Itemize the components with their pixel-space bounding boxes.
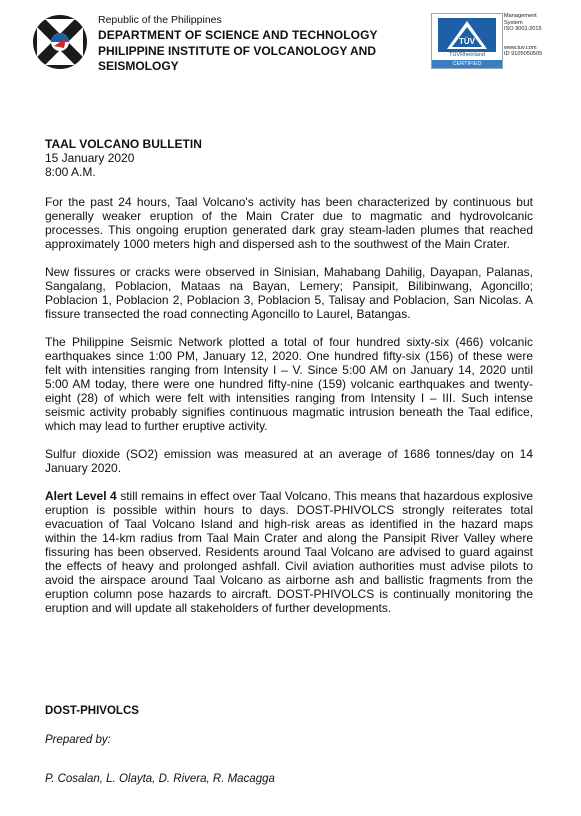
prepared-by-label: Prepared by: bbox=[45, 734, 111, 746]
dost-logo bbox=[31, 13, 89, 71]
paragraph-activity: For the past 24 hours, Taal Volcano's activity has been characterized by continuous but generally weaker eruption of the Main Crater due to magmatic and hydrovolcanic processes. This ongoing eruption generated dark gray steam-laden plumes that reached approximately 1000 meters high and dispersed ash to the southwest of the Main Crater. bbox=[45, 195, 533, 251]
bulletin-title: TAAL VOLCANO BULLETIN bbox=[45, 137, 202, 151]
paragraph-so2: Sulfur dioxide (SO2) emission was measured at an average of 1686 tonnes/day on 14 January 2020. bbox=[45, 447, 533, 475]
cert-iso: ISO 9001:2015 bbox=[504, 26, 542, 33]
alert-level-text: still remains in effect over Taal Volcano. This means that hazardous explosive eruption is possible within hours to days. DOST-PHIVOLCS strongly reiterates total evacuation of Taal Volcano Island and high-risk areas as identified in the hazard maps within the 14-km radius from Taal Main Crater and along the Pansipit River Valley where fissuring has been observed. Residents around Taal Volcano are advised to guard against the effects of heavy and prolonged ashfall. Civil aviation authorities must advise pilots to avoid the airspace around Taal Volcano as airborne ash and ballistic fragments from the eruption column pose hazards to aircraft. DOST-PHIVOLCS is continually monitoring the eruption and will update all stakeholders of further developments. bbox=[45, 489, 533, 615]
preparer-names: P. Cosalan, L. Olayta, D. Rivera, R. Macagga bbox=[45, 773, 275, 785]
paragraph-alert bbox=[45, 489, 533, 615]
paragraph-seismic: The Philippine Seismic Network plotted a total of four hundred sixty-six (466) volcanic earthquakes since 1:00 PM, January 12, 2020. One hundred fifty-six (156) of these were felt with intensities ranging from Intensity I – V. Since 5:00 AM on January 14, 2020 until 5:00 AM today, there were one hundred fifty-nine (159) volcanic earthquakes and twenty-eight (28) of which were felt with intensities ranging from Intensity I – III. Such intense seismic activity probably signifies continuous magmatic intrusion beneath the Taal edifice, which may lead to further eruptive activity. bbox=[45, 335, 533, 433]
badge-name: TÜVRheinland bbox=[449, 52, 485, 58]
institute-name: PHILIPPINE INSTITUTE OF VOLCANOLOGY AND SEISMOLOGY bbox=[98, 44, 377, 73]
republic-label: Republic of the Philippines bbox=[98, 14, 222, 26]
cert-system: System bbox=[504, 19, 523, 26]
department-name: DEPARTMENT OF SCIENCE AND TECHNOLOGY bbox=[98, 28, 378, 42]
alert-level-label: Alert Level 4 bbox=[45, 489, 117, 503]
badge-label: CERTIFIED bbox=[432, 60, 502, 68]
certification-badge bbox=[431, 13, 503, 69]
cert-id: ID 9105050505 bbox=[504, 51, 543, 58]
paragraph-fissures: New fissures or cracks were observed in Sinisian, Mahabang Dahilig, Dayapan, Palanas, Sangalang, Poblacion, Mataas na Bayan, Lemery; Pansipit, Bilibinwang, Agoncillo; Poblacion 1, Poblacion 2, Poblacion 3, Poblacion 5, Talisay and Poblacion, San Nicolas. A fissure transected the road connecting Agoncillo to Laurel, Batangas. bbox=[45, 265, 533, 321]
cert-management: Management bbox=[504, 13, 537, 19]
tuv-triangle-icon bbox=[438, 18, 496, 52]
bulletin-body bbox=[45, 195, 533, 629]
bulletin-heading bbox=[45, 137, 202, 179]
signature-org: DOST-PHIVOLCS bbox=[45, 705, 139, 717]
bulletin-time: 8:00 A.M. bbox=[45, 165, 96, 179]
badge-text: TÜV bbox=[459, 37, 475, 46]
cert-website: www.tuv.com bbox=[504, 44, 537, 51]
certification-details bbox=[504, 13, 574, 58]
bulletin-date: 15 January 2020 bbox=[45, 151, 135, 165]
